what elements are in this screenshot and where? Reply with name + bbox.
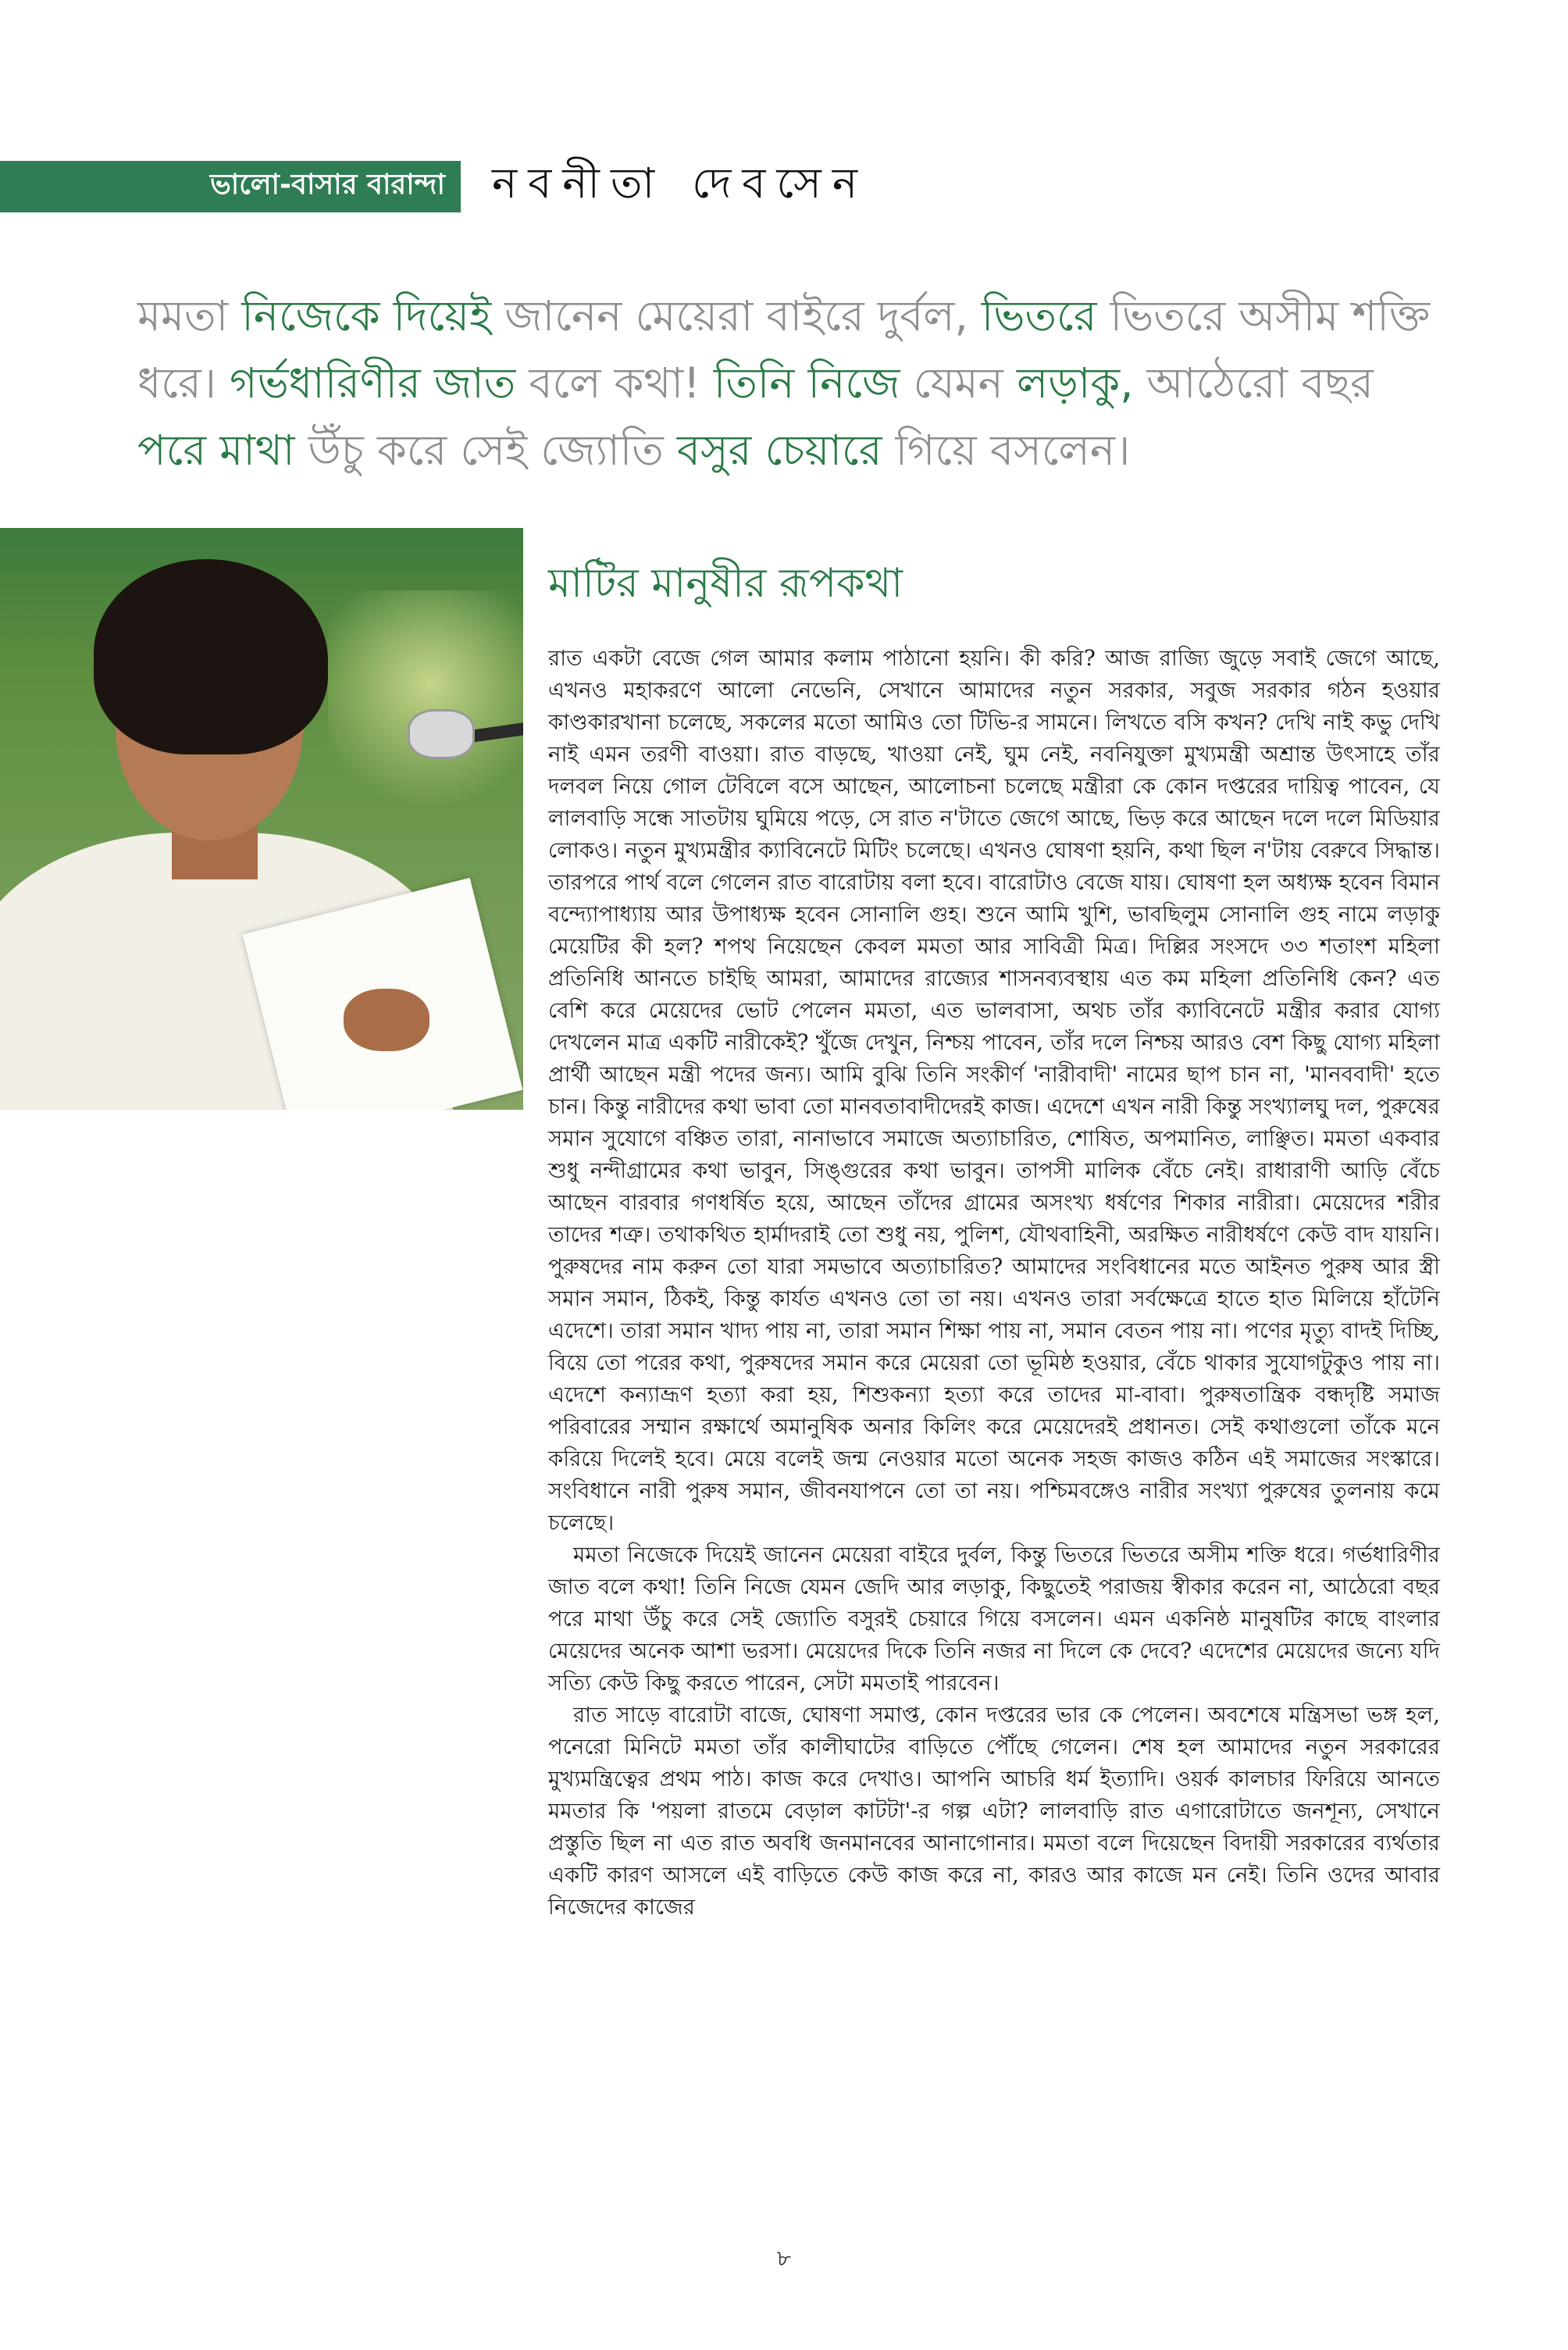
pull-quote-text: উঁচু করে সেই জ্যোতি <box>294 426 677 475</box>
pull-quote-text: যেমন <box>900 358 1017 408</box>
pull-quote-highlight: নিজেকে দিয়েই <box>241 291 492 341</box>
body-paragraph: রাত সাড়ে বারোটা বাজে, ঘোষণা সমাপ্ত, কোন দপ্তরের ভার কে পেলেন। অবশেষে মন্ত্রিসভা ভঙ্গ হল, পনেরো মিনিটে মমতা তাঁর কালীঘাটের বাড়িতে পৌঁছে গেলেন। শেষ হল আমাদের নতুন সরকারের মুখ্যমন্ত্রিত্বের প্রথম পাঠ। কাজ করে দেখাও। আপনি আচরি ধর্ম ইত্যাদি। ওয়র্ক কালচার ফিরিয়ে আনতে মমতার কি 'পয়লা রাতমে বেড়াল কাটটা'-র গল্প এটা? লালবাড়ি রাত এগারোটাতে জনশূন্য, সেখানে প্রস্তুতি ছিল না এত রাত অবধি জনমানবের আনাগোনার। মমতা বলে দিয়েছেন বিদায়ী সরকারের ব্যর্থতার একটি কারণ আসলে এই বাড়িতে কেউ কাজ করে না, কারও আর কাজে মন নেই। তিনি ওদের আবার নিজেদের কাজের <box>548 1702 1440 1920</box>
article-title: মাটির মানুষীর রূপকথা <box>548 560 903 607</box>
pull-quote-text: আঠেরো বছর <box>1133 358 1374 408</box>
body-paragraph: রাত একটা বেজে গেল আমার কলাম পাঠানো হয়নি। কী করি? আজ রাজ্যি জুড়ে সবাই জেগে আছে, এখনও মহাকরণে আলো নেভেনি, সেখানে আমাদের নতুন সরকার, সবুজ সরকার গঠন হওয়ার কাণ্ডকারখানা চলেছে, সকলের মতো আমিও তো টিভি-র সামনে। লিখতে বসি কখন? দেখি নাই কভু দেখি নাই এমন তরণী বাওয়া। রাত বাড়ছে, খাওয়া নেই, ঘুম নেই, নবনিযুক্তা মুখ্যমন্ত্রী অশ্রান্ত উৎসাহে তাঁর দলবল নিয়ে গোল টেবিলে বসে আছেন, আলোচনা চলেছে মন্ত্রীরা কে কোন দপ্তরের দায়িত্ব পাবেন, যে লালবাড়ি সন্ধে সাতটায় ঘুমিয়ে পড়ে, সে রাত ন'টাতে জেগে আছে, ভিড় করে আছেন দলে দলে মিডিয়ার লোকও। নতুন মুখ্যমন্ত্রীর ক্যাবিনেটে মিটিং চলেছে। এখনও ঘোষণা হয়নি, কথা ছিল ন'টায় বেরুবে সিদ্ধান্ত। তারপরে পার্থ বলে গেলেন রাত বারোটায় বলা হবে। বারোটাও বেজে যায়। ঘোষণা হল অধ্যক্ষ হবেন বিমান বন্দ্যোপাধ্যায় আর উপাধ্যক্ষ হবেন সোনালি গুহ। শুনে আমি খুশি, ভাবছিলুম সোনালি গুহ নামে লড়াকু মেয়েটির কী হল? শপথ নিয়েছেন কেবল মমতা আর সাবিত্রী মিত্র। দিল্লির সংসদে ৩৩ শতাংশ মহিলা প্রতিনিধি আনতে চাইছি আমরা, আমাদের রাজ্যের শাসনব্যবস্থায় এত কম মহিলা প্রতিনিধি কেন? এত বেশি করে মেয়েদের ভোট পেলেন মমতা, এত ভালবাসা, অথচ তাঁর ক্যাবিনেটে মন্ত্রীর করার যোগ্য দেখলেন মাত্র একটি নারীকেই? খুঁজে দেখুন, নিশ্চয় পাবেন, তাঁর দলে নিশ্চয় আরও বেশ কিছু যোগ্য মহিলা প্রার্থী আছেন মন্ত্রী পদের জন্য। আমি বুঝি তিনি সংকীর্ণ 'নারীবাদী' নামের ছাপ চান না, 'মানববাদী' হতে চান। কিন্তু নারীদের কথা ভাবা তো মানবতাবাদীদেরই কাজ। এদেশে এখন নারী কিন্তু সংখ্যালঘু দল, পুরুষের সমান সুযোগে বঞ্চিত তারা, নানাভাবে সমাজে অত্যাচারিত, শোষিত, অপমানিত, লাঞ্ছিত। মমতা একবার শুধু নন্দীগ্রামের কথা ভাবুন, সিঙ্গুরের কথা ভাবুন। তাপসী মালিক বেঁচে নেই। রাধারাণী আড়ি বেঁচে আছেন বারবার গণধর্ষিত হয়ে, আছেন তাঁদের গ্রামের অসংখ্য ধর্ষণের শিকার নারীরা। মেয়েদের শরীর তাদের শত্রু। তথাকথিত হার্মাদরাই তো শুধু নয়, পুলিশ, যৌথবাহিনী, অরক্ষিত নারীধর্ষণে কেউ বাদ যায়নি। পুরুষদের নাম করুন তো যারা সমভাবে অত্যাচারিত? আমাদের সংবিধানের মতে আইনত পুরুষ আর স্ত্রী সমান সমান, ঠিকই, কিন্তু কার্যত এখনও তো তা নয়। এখনও তারা সর্বক্ষেত্রে হাতে হাত মিলিয়ে হাঁটেনি এদেশে। তারা সমান খাদ্য পায় না, তারা সমান শিক্ষা পায় না, সমান বেতন পায় না। পণের মৃত্যু বাদই দিচ্ছি, বিয়ে তো পরের কথা, পুরুষদের সমান করে মেয়েরা তো ভূমিষ্ঠ হওয়ার, বেঁচে থাকার সুযোগটুকুও পায় না। এদেশে কন্যাভ্রূণ হত্যা করা হয়, শিশুকন্যা হত্যা করে তাদের মা-বাবা। পুরুষতান্ত্রিক বন্ধদৃষ্টি সমাজ পরিবারের সম্মান রক্ষার্থে অমানুষিক অনার কিলিং করে মেয়েদেরই প্রধানত। সেই কথাগুলো তাঁকে মনে করিয়ে দিলেই হবে। মেয়ে বলেই জন্ম নেওয়ার মতো অনেক সহজ কাজও কঠিন এই সমাজের সংস্কারে। সংবিধানে নারী পুরুষ সমান, জীবনযাপনে তো তা নয়। পশ্চিমবঙ্গেও নারীর সংখ্যা পুরুষের তুলনায় কমে চলেছে। <box>548 645 1440 1535</box>
author-name <box>492 156 868 216</box>
microphone-icon <box>408 709 475 759</box>
pull-quote-text: গিয়ে বসলেন। <box>882 426 1131 475</box>
author-last-name: দেবসেন <box>692 159 869 208</box>
article-photo <box>0 528 523 1110</box>
pull-quote-text: বলে কথা! <box>515 358 714 408</box>
pull-quote <box>137 283 1434 484</box>
pull-quote-highlight: গর্ভধারিণীর জাত <box>230 358 516 408</box>
pull-quote-highlight: ভিতরে <box>981 291 1097 341</box>
article-body <box>548 642 1440 1923</box>
body-paragraph: মমতা নিজেকে দিয়েই জানেন মেয়েরা বাইরে দুর্বল, কিন্তু ভিতরে ভিতরে অসীম শক্তি ধরে। গর্ভধারিণীর জাত বলে কথা! তিনি নিজে যেমন জেদি আর লড়াকু, কিছুতেই পরাজয় স্বীকার করেন না, আঠেরো বছর পরে মাথা উঁচু করে সেই জ্যোতি বসুরই চেয়ারে গিয়ে বসলেন। এমন একনিষ্ঠ মানুষটির কাছে বাংলার মেয়েদের অনেক আশা ভরসা। মেয়েদের দিকে তিনি নজর না দিলে কে দেবে? এদেশের মেয়েদের জন্যে যদি সত্যি কেউ কিছু করতে পারেন, সেটা মমতাই পারবেন। <box>548 1542 1440 1696</box>
pull-quote-highlight: লড়াকু, <box>1016 358 1134 408</box>
pull-quote-text: জানেন মেয়েরা বাইরে দুর্বল, <box>491 291 982 341</box>
column-name: ভালো-বাসার বারান্দা <box>209 169 445 201</box>
pull-quote-highlight: বসুর চেয়ারে <box>676 426 882 475</box>
pull-quote-text: মমতা <box>137 291 242 341</box>
author-first-name: নবনীতা <box>492 159 666 208</box>
column-header-band <box>0 161 461 212</box>
pull-quote-highlight: তিনি নিজে <box>713 358 900 408</box>
page-number: ৮ <box>776 2245 792 2271</box>
pull-quote-text: ভিতরে অসীম শক্তি ধরে। <box>137 291 1431 408</box>
pull-quote-highlight: পরে মাথা <box>137 426 295 475</box>
